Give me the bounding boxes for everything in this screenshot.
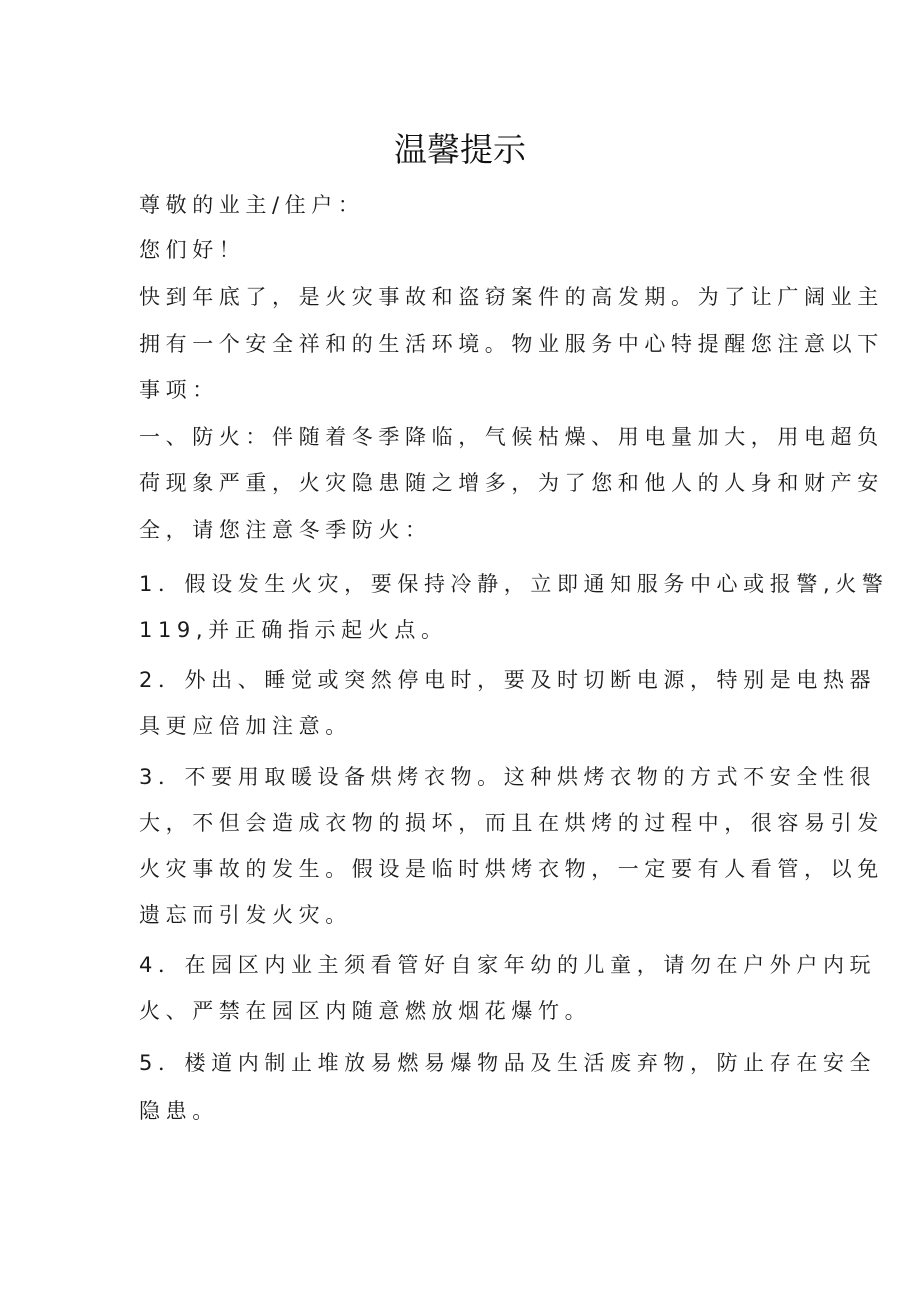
item-3-line: 大，不但会造成衣物的损坏，而且在烘烤的过程中，很容易引发: [139, 811, 884, 835]
item-4-line: 火、严禁在园区内随意燃放烟花爆竹。: [139, 999, 592, 1023]
greeting: 您们好！: [139, 238, 246, 262]
item-5-line: 隐患。: [139, 1099, 219, 1123]
intro-paragraph-line: 拥有一个安全祥和的生活环境。物业服务中心特提醒您注意以下: [139, 332, 884, 356]
item-3-line: 3．不要用取暖设备烘烤衣物。这种烘烤衣物的方式不安全性很: [139, 765, 877, 789]
salutation: 尊敬的业主/住户：: [139, 193, 365, 217]
item-3-line: 火灾事故的发生。假设是临时烘烤衣物，一定要有人看管，以免: [139, 857, 884, 881]
item-4-line: 4．在园区内业主须看管好自家年幼的儿童，请勿在户外户内玩: [139, 953, 877, 977]
intro-paragraph-line: 快到年底了，是火灾事故和盗窃案件的高发期。为了让广阔业主: [139, 285, 884, 309]
item-2-line: 2．外出、睡觉或突然停电时，要及时切断电源，特别是电热器: [139, 668, 877, 692]
section-fire-prevention-line: 荷现象严重，火灾隐患随之增多，为了您和他人的人身和财产安: [139, 471, 884, 495]
intro-paragraph-line: 事项：: [139, 378, 219, 402]
item-5-line: 5．楼道内制止堆放易燃易爆物品及生活废弃物，防止存在安全: [139, 1051, 877, 1075]
document-title: 温馨提示: [394, 130, 526, 169]
section-fire-prevention-line: 全，请您注意冬季防火：: [139, 518, 432, 542]
section-fire-prevention-line: 一、防火：伴随着冬季降临，气候枯燥、用电量加大，用电超负: [139, 425, 884, 449]
item-3-line: 遗忘而引发火灾。: [139, 903, 352, 927]
item-1-line: 119,并正确指示起火点。: [139, 618, 448, 642]
item-2-line: 具更应倍加注意。: [139, 714, 352, 738]
item-1-line: 1．假设发生火灾，要保持冷静，立即通知服务中心或报警,火警: [139, 572, 889, 596]
